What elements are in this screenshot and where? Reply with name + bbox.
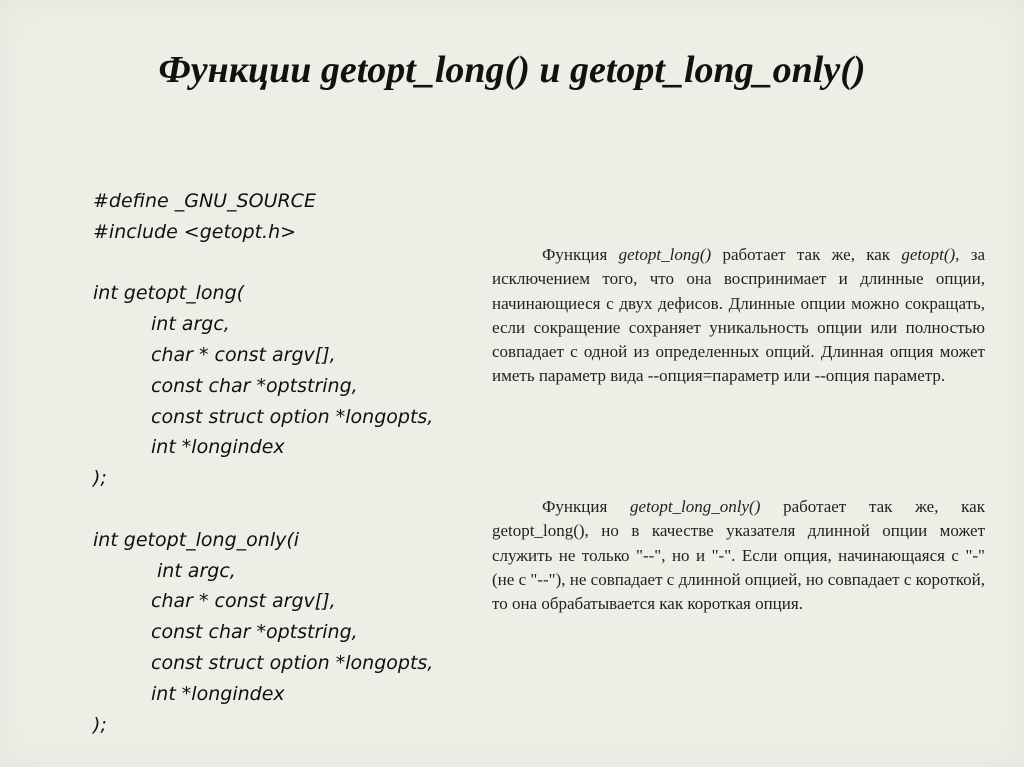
description-paragraph-getopt-long-only: [492, 495, 985, 616]
code-line: const char *optstring,: [151, 621, 358, 644]
code-line: int argc,: [151, 313, 230, 336]
code-block: [93, 186, 493, 740]
code-line: const char *optstring,: [151, 374, 358, 397]
code-line: const struct option *longopts,: [151, 651, 434, 674]
code-line: int argc,: [157, 559, 236, 582]
code-blank-line: [93, 494, 493, 525]
code-line: );: [93, 713, 107, 736]
code-line: int getopt_long_only(i: [93, 528, 300, 551]
text-run: работает так же, как getopt_long(), но в качестве указателя длинной опции может служить не только "--", но и "-". Если опция, начинающаяся с "-" (не с "--"), не совпадает с длинной опцией, но совпадает с короткой, то она обрабатывается как короткая опция.: [492, 497, 985, 614]
function-name: getopt_long_only(): [630, 497, 761, 516]
text-run: Функция: [542, 245, 619, 264]
code-line: char * const argv[],: [151, 343, 336, 366]
code-line: int *longindex: [151, 436, 285, 459]
function-name: getopt_long(): [618, 245, 712, 264]
text-run: за исключением того, что она воспринимает и длинные опции, начинающиеся с двух дефисов. Длинные опции можно сокращать, если сокращение сохраняет уникальность опции или полностью совпадает с одной из определенных опций. Длинная опция может иметь параметр вида --опция=параметр или --опция параметр.: [492, 245, 985, 386]
slide-title: Функции getopt_long() и getopt_long_only(): [158, 49, 866, 91]
code-line: int getopt_long(: [93, 282, 245, 305]
code-line: #define _GNU_SOURCE: [93, 190, 316, 212]
description-paragraph-getopt-long: [492, 243, 985, 389]
code-blank-line: [93, 248, 493, 279]
function-name: getopt(),: [901, 245, 960, 264]
code-line: char * const argv[],: [151, 590, 336, 613]
text-run: работает так же, как: [711, 245, 902, 264]
code-line: #include <getopt.h>: [93, 220, 297, 243]
code-line: const struct option *longopts,: [151, 405, 434, 428]
code-line: int *longindex: [151, 682, 285, 705]
code-line: );: [93, 467, 107, 490]
text-run: Функция: [542, 497, 631, 516]
